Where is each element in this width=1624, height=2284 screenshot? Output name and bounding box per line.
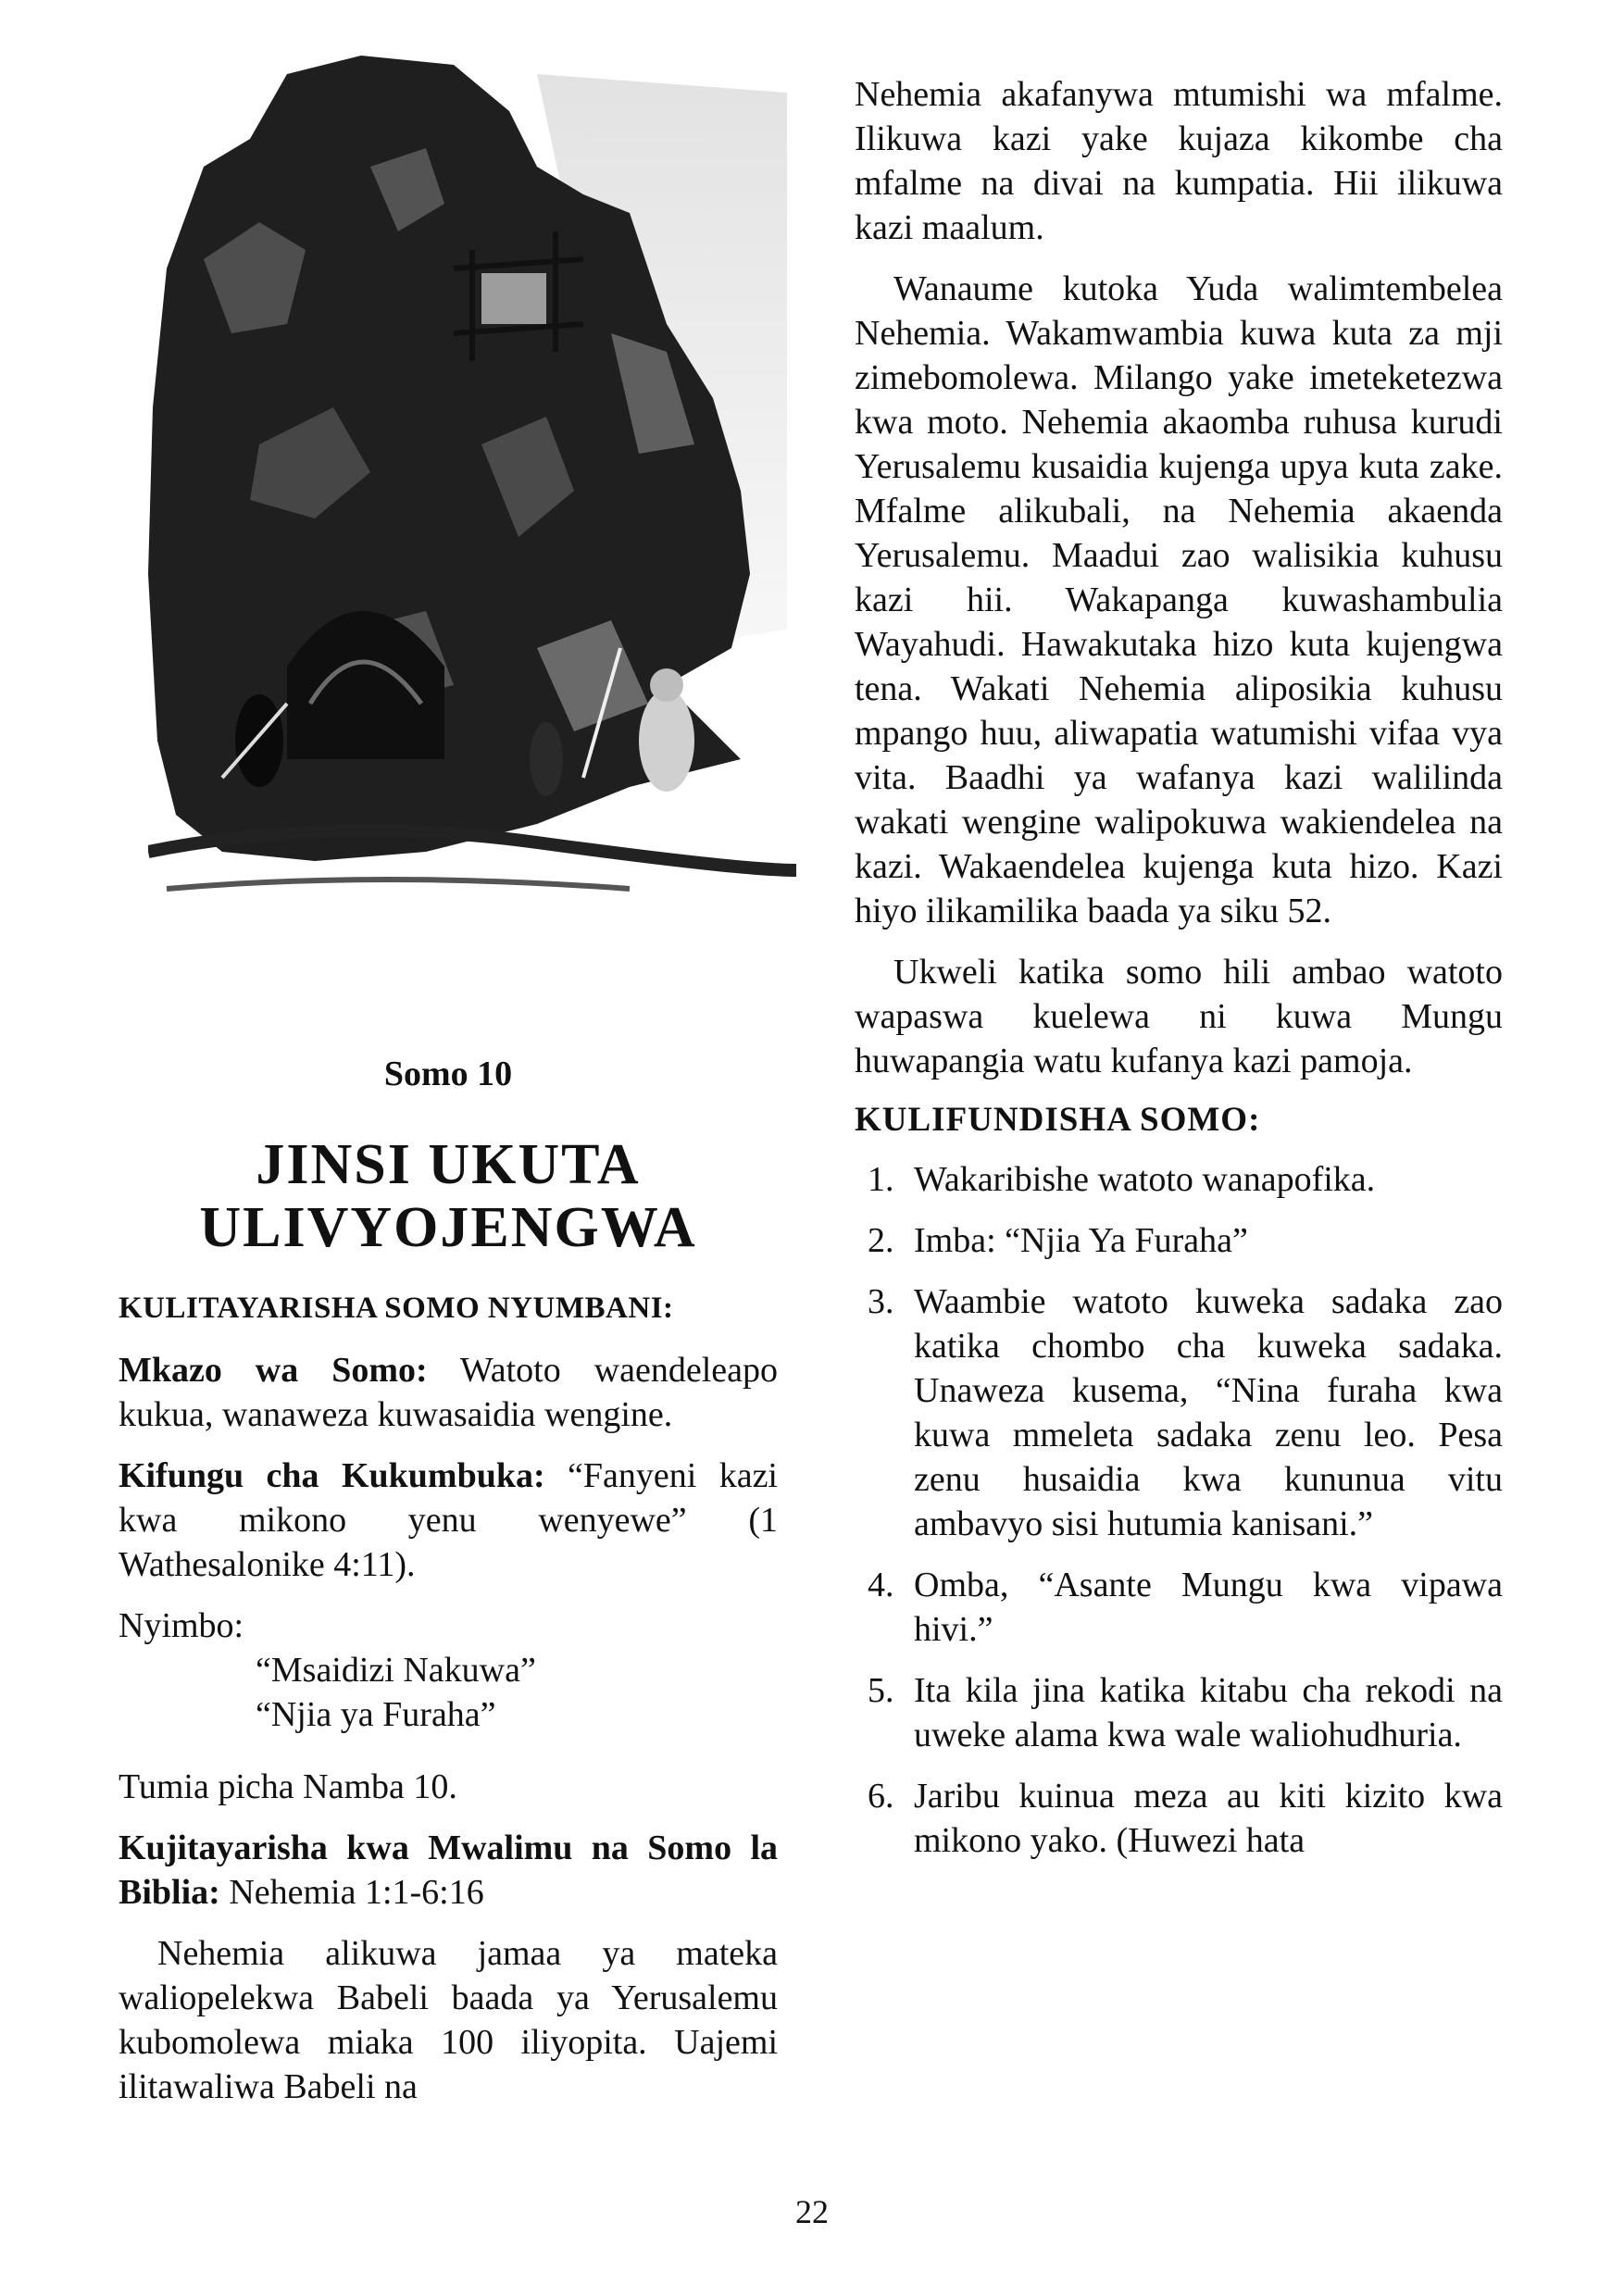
- illustration-drawing: [148, 56, 796, 907]
- right-column: [855, 72, 1503, 1879]
- step-text: Omba, “Asante Mungu kwa vipawa hivi.”: [914, 1566, 1503, 1650]
- story-paragraph: Nehemia alikuwa jamaa ya mateka waliopelekwa Babeli baada ya Yerusalemu kubomolewa miaka 100 iliyopita. Uajemi ilitawaliwa Babeli na: [119, 1933, 778, 2106]
- memory-verse-text: “Fanyeni kazi kwa mikono yenu wenyewe” (1 Wathesalonike 4:11).: [119, 1455, 778, 1584]
- list-item: [855, 1218, 1503, 1263]
- step-number: 6.: [868, 1777, 894, 1816]
- teaching-steps-list: [855, 1157, 1503, 1863]
- list-item: [855, 1774, 1503, 1863]
- step-text: Jaribu kuinua meza au kiti kizito kwa mikono yako. (Huwezi hata: [914, 1777, 1503, 1861]
- lesson-truth-paragraph: Ukweli katika somo hili ambao watoto wapaswa kuelewa ni kuwa Mungu huwapangia watu kufanya kazi pamoja.: [855, 953, 1503, 1080]
- step-number: 5.: [868, 1671, 894, 1711]
- lesson-number: Somo 10: [383, 1055, 513, 1093]
- step-number: 1.: [868, 1160, 894, 1200]
- songs-label: Nyimbo:: [119, 1605, 244, 1645]
- step-text: Imba: “Njia Ya Furaha”: [914, 1221, 1248, 1261]
- prep-heading: KULITAYARISHA SOMO NYUMBANI:: [119, 1291, 674, 1325]
- list-item: [855, 1157, 1503, 1202]
- song-item: “Msaidizi Nakuwa”: [256, 1650, 536, 1690]
- left-column: [119, 1054, 778, 2126]
- list-item: [855, 1668, 1503, 1757]
- teacher-preparation: [119, 1826, 778, 1915]
- lesson-emphasis: [119, 1348, 778, 1437]
- song-item: “Njia ya Furaha”: [256, 1694, 496, 1734]
- picture-instruction: Tumia picha Namba 10.: [119, 1766, 457, 1806]
- memory-verse-label: Kifungu cha Kukumbuka:: [119, 1455, 545, 1495]
- list-item: [855, 1563, 1503, 1652]
- lesson-emphasis-text: Watoto waendeleapo kukua, wanaweza kuwasaidia wengine.: [119, 1350, 778, 1434]
- lesson-title-line-2: ULIVYOJENGWA: [199, 1195, 697, 1259]
- teach-heading: KULIFUNDISHA SOMO:: [855, 1101, 1261, 1139]
- lesson-emphasis-label: Mkazo wa Somo:: [119, 1350, 428, 1390]
- step-text: Wakaribishe watoto wanapofika.: [914, 1160, 1376, 1200]
- step-text: Ita kila jina katika kitabu cha rekodi na uweke alama kwa wale waliohudhuria.: [914, 1671, 1503, 1755]
- teacher-preparation-text: Nehemia 1:1-6:16: [219, 1872, 484, 1912]
- story-paragraph: Wanaume kutoka Yuda walimtembelea Nehemia. Wakamwambia kuwa kuta za mji zimebomolewa. Milango yake imeteketezwa kwa moto. Nehemia akaomba ruhusa kurudi Yerusalemu kusaidia kujenga upya kuta zake. Mfalme alikubali, na Nehemia akaenda Yerusalemu. Maadui zao walisikia kuhusu kazi hii. Wakapanga kuwashambulia Wayahudi. Hawakutaka hizo kuta kujengwa tena. Wakati Nehemia aliposikia kuhusu mpango huu, aliwapatia watumishi vifaa vya vita. Baadhi ya wafanya kazi walilinda wakati wengine walipokuwa wakiendelea na kazi. Wakaendelea kujenga kuta hizo. Kazi hiyo ilikamilika baada ya siku 52.: [855, 269, 1503, 930]
- page-number: 22: [795, 2193, 829, 2230]
- step-number: 3.: [868, 1282, 894, 1322]
- lesson-title-line-1: JINSI UKUTA: [256, 1132, 641, 1196]
- list-item: [855, 1279, 1503, 1546]
- step-text: Waambie watoto kuweka sadaka zao katika chombo cha kuweka sadaka. Unaweza kusema, “Nina furaha kwa kuwa mmeleta sadaka zenu leo. Pesa zenu husaidia kwa kununua vitu ambavyo sisi hutumia kanisani.”: [914, 1282, 1503, 1544]
- step-number: 2.: [868, 1221, 894, 1261]
- lesson-title: [119, 1133, 778, 1259]
- step-number: 4.: [868, 1566, 894, 1605]
- story-paragraph: Nehemia akafanywa mtumishi wa mfalme. Ilikuwa kazi yake kujaza kikombe cha mfalme na divai na kumpatia. Hii ilikuwa kazi maalum.: [855, 75, 1503, 247]
- memory-verse: [119, 1454, 778, 1587]
- songs-block: [119, 1604, 778, 1737]
- teacher-preparation-label: Kujitayarisha kwa Mwalimu na Somo la Biblia:: [119, 1828, 778, 1912]
- ruined-city-wall-illustration: [148, 56, 796, 907]
